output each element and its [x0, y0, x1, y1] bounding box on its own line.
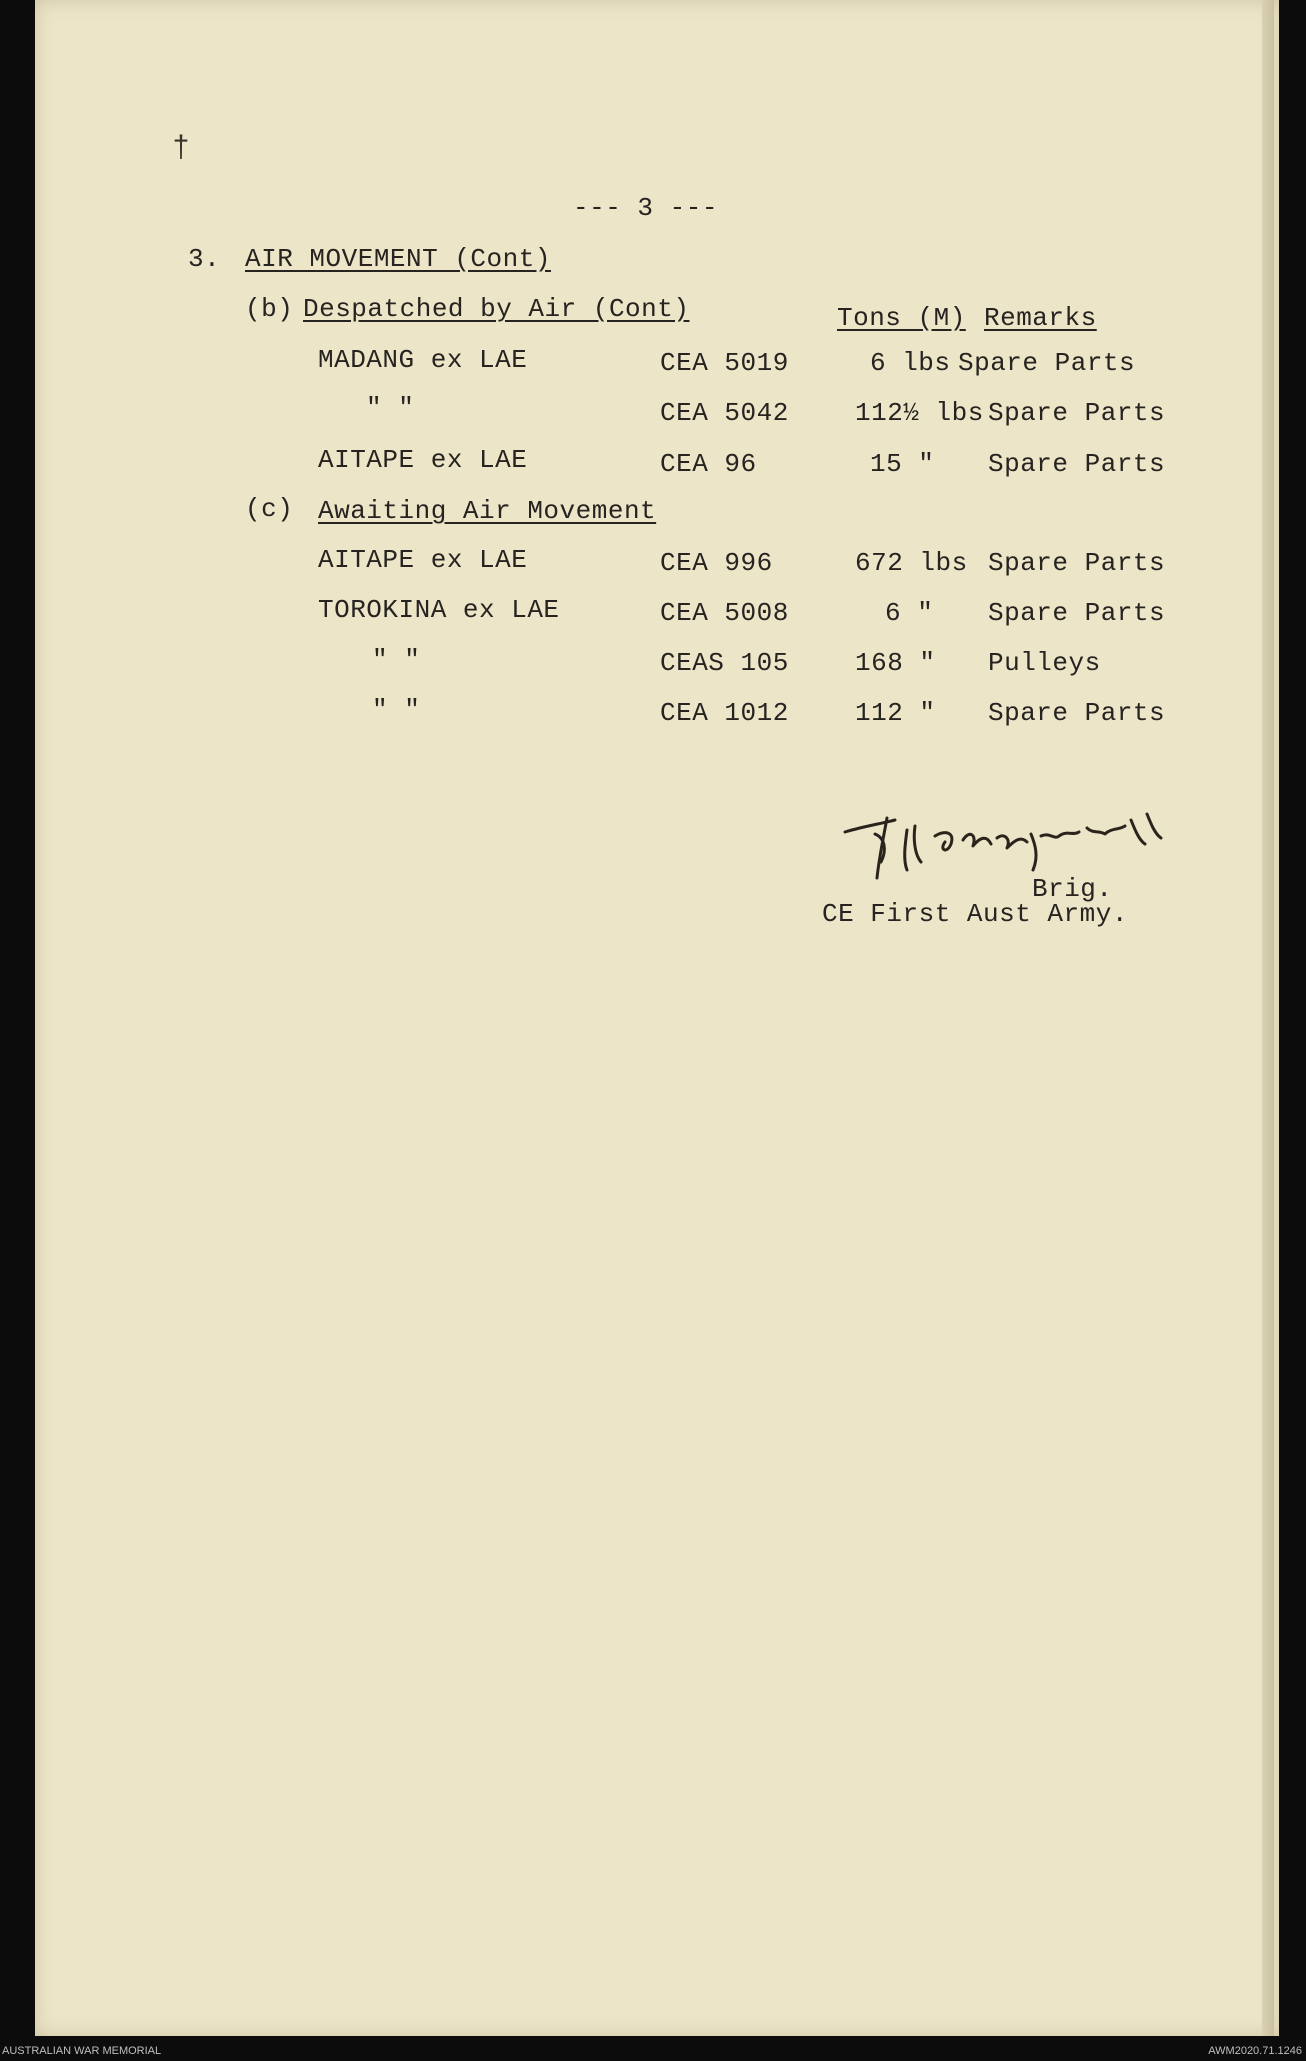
page-edge [1262, 0, 1274, 2036]
signatory-title: CE First Aust Army. [822, 899, 1128, 929]
section-title: AIR MOVEMENT (Cont) [245, 244, 551, 274]
row-reference: CEA 5042 [660, 398, 789, 428]
subsection-b-label: (b) [245, 294, 294, 324]
row-remarks: Spare Parts [988, 398, 1166, 428]
row-quantity: 6 " [885, 598, 934, 628]
row-quantity: 112½ lbs [855, 398, 984, 428]
corner-mark: † [172, 132, 191, 166]
footer-reference: AWM2020.71.1246 [1208, 2045, 1302, 2057]
row-remarks: Spare Parts [988, 598, 1166, 628]
row-remarks: Spare Parts [988, 449, 1166, 479]
row-quantity: 6 lbs [870, 348, 951, 378]
column-header-remarks: Remarks [984, 303, 1097, 333]
row-reference: CEA 996 [660, 548, 773, 578]
page-number: --- 3 --- [573, 193, 718, 223]
row-reference: CEAS 105 [660, 648, 789, 678]
row-destination: AITAPE ex LAE [318, 445, 528, 475]
row-reference: CEA 96 [660, 449, 757, 479]
row-destination: " " [372, 695, 421, 725]
row-remarks: Pulleys [988, 648, 1101, 678]
column-header-tons: Tons (M) [837, 303, 966, 333]
row-destination: " " [372, 645, 421, 675]
row-remarks: Spare Parts [988, 698, 1166, 728]
subsection-c-title: Awaiting Air Movement [318, 496, 657, 526]
row-destination: AITAPE ex LAE [318, 545, 528, 575]
row-reference: CEA 1012 [660, 698, 789, 728]
row-destination: MADANG ex LAE [318, 345, 528, 375]
signatory-rank: Brig. [1032, 874, 1113, 904]
row-destination: " " [366, 393, 415, 423]
section-number: 3. [188, 244, 221, 274]
subsection-c-label: (c) [245, 494, 294, 524]
row-quantity: 672 lbs [855, 548, 968, 578]
row-reference: CEA 5019 [660, 348, 789, 378]
row-remarks: Spare Parts [988, 548, 1166, 578]
footer-source: AUSTRALIAN WAR MEMORIAL [2, 2045, 162, 2057]
row-quantity: 168 " [855, 648, 936, 678]
subsection-b-title: Despatched by Air (Cont) [303, 294, 690, 324]
row-quantity: 112 " [855, 698, 936, 728]
row-remarks: Spare Parts [958, 348, 1136, 378]
row-reference: CEA 5008 [660, 598, 789, 628]
row-destination: TOROKINA ex LAE [318, 595, 560, 625]
handwritten-signature [835, 800, 1225, 890]
row-quantity: 15 " [870, 449, 935, 479]
